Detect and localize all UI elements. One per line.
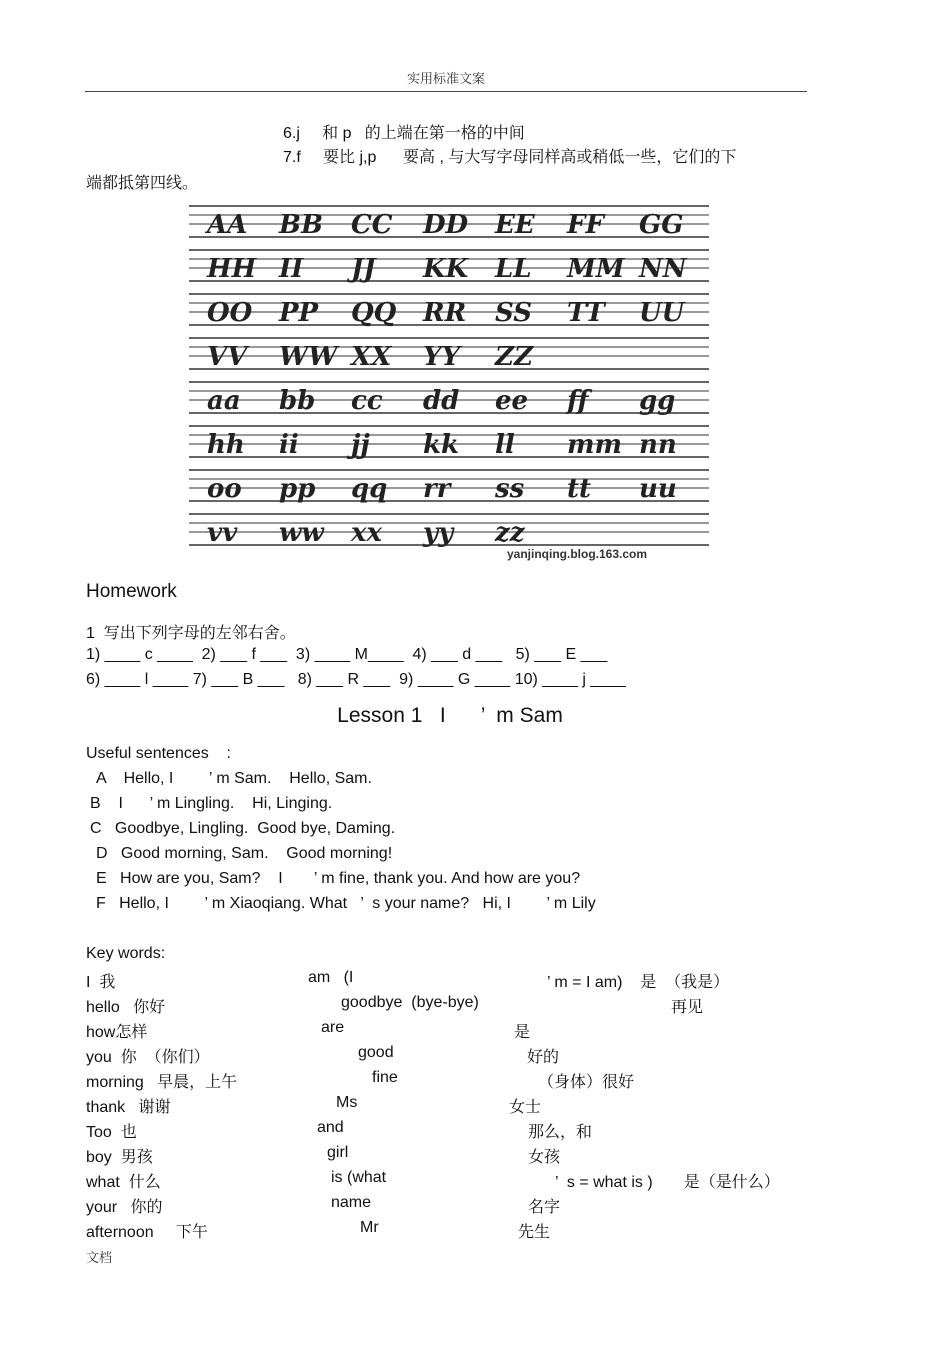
homework-question-1: 1 写出下列字母的左邻右舍。	[86, 625, 296, 642]
handwritten-letter: bb	[279, 386, 316, 416]
handwritten-letter: pp	[279, 474, 316, 504]
handwritten-letter: DD	[423, 210, 469, 240]
handwritten-letter: NN	[639, 254, 687, 284]
handwritten-letter: ii	[279, 430, 299, 460]
handwritten-letter: TT	[567, 298, 605, 328]
handwritten-letter: yy	[423, 518, 454, 548]
handwritten-letter: uu	[639, 474, 677, 504]
sentence-item: E How are you, Sam? I ’ m fine, thank you. And how are you?	[96, 870, 581, 887]
key-word-c1: thank 谢谢	[86, 1099, 171, 1116]
handwriting-svg	[185, 198, 713, 563]
handwritten-letter: OO	[207, 298, 253, 328]
key-word-c3: 好的	[527, 1049, 560, 1066]
key-word-c1: I 我	[86, 974, 116, 991]
page-footer: 文档	[86, 1250, 113, 1265]
handwritten-letter: gg	[639, 386, 676, 416]
key-word-c1: hello 你好	[86, 999, 166, 1016]
handwritten-letter: FF	[567, 210, 604, 240]
handwritten-letter: kk	[423, 430, 460, 460]
handwritten-letter: hh	[207, 430, 245, 460]
key-words-label: Key words:	[86, 945, 166, 962]
key-word-c1: your 你的	[86, 1199, 163, 1216]
handwritten-letter: EE	[495, 210, 535, 240]
handwritten-letter: GG	[639, 210, 684, 240]
key-word-c2: Mr	[360, 1219, 379, 1236]
key-word-c1: boy 男孩	[86, 1149, 153, 1166]
handwritten-letter: VV	[207, 342, 248, 372]
key-word-c3: 先生	[518, 1224, 551, 1241]
sentence-item: A Hello, I ’ m Sam. Hello, Sam.	[96, 770, 372, 787]
handwritten-letter: dd	[423, 386, 460, 416]
handwritten-letter: BB	[279, 210, 323, 240]
handwritten-letter: RR	[423, 298, 467, 328]
key-word-c2: fine	[372, 1069, 398, 1086]
sentence-item: C Goodbye, Lingling. Good bye, Daming.	[90, 820, 396, 837]
key-word-c2: goodbye (bye-bye)	[341, 994, 479, 1011]
key-word-c2: are	[321, 1019, 345, 1036]
handwritten-letter: QQ	[351, 298, 397, 328]
handwritten-letter: ZZ	[495, 342, 533, 372]
handwriting-image	[185, 198, 713, 563]
key-word-c2: and	[317, 1119, 344, 1136]
handwritten-letter: rr	[423, 474, 451, 504]
handwritten-letter: XX	[351, 342, 392, 372]
key-word-c1: what 什么	[86, 1174, 161, 1191]
key-word-c3: 女士	[509, 1099, 542, 1116]
key-word-c3: 是	[514, 1024, 531, 1041]
handwritten-letter: JJ	[351, 254, 376, 284]
handwritten-letter: mm	[567, 430, 623, 460]
key-word-c3: ’ s = what is ) 是（是什么）	[555, 1174, 780, 1191]
watermark: yanjinqing.blog.163.com	[507, 547, 648, 561]
sentence-item: B I ’ m Lingling. Hi, Linging.	[90, 795, 333, 812]
key-word-c1: morning 早晨，上午	[86, 1074, 238, 1091]
handwritten-letter: KK	[423, 254, 469, 284]
sentence-item: F Hello, I ’ m Xiaoqiang. What ’ s your name? Hi, I ’ m Lily	[96, 895, 596, 912]
homework-row-2: 6) ____ l ____ 7) ___ B ___ 8) ___ R ___ 9) ____ G ____ 10) ____ j ____	[86, 671, 626, 688]
handwritten-letter: MM	[567, 254, 625, 284]
handwritten-letter: oo	[207, 474, 242, 504]
handwritten-letter: HH	[207, 254, 257, 284]
handwritten-letter: YY	[423, 342, 461, 372]
key-word-c3: 那么，和	[528, 1124, 593, 1141]
key-word-c3: 女孩	[528, 1149, 561, 1166]
key-word-c1: you 你 （你们）	[86, 1049, 210, 1066]
handwritten-letter: tt	[567, 474, 592, 504]
header-divider	[85, 91, 807, 92]
handwritten-letter: SS	[495, 298, 532, 328]
key-word-c2: good	[358, 1044, 394, 1061]
key-word-c3: 再见	[671, 999, 704, 1016]
useful-sentences-label: Useful sentences :	[86, 745, 231, 762]
handwritten-letter: CC	[351, 210, 393, 240]
handwritten-letter: jj	[351, 430, 370, 460]
key-word-c2: girl	[327, 1144, 349, 1161]
key-word-c2: name	[331, 1194, 372, 1211]
note-line-7: 7.f 要比 j,p 要高 , 与大写字母同样高或稍低一些，它们的下	[283, 149, 737, 166]
key-word-c1: afternoon 下午	[86, 1224, 208, 1241]
handwritten-letter: LL	[495, 254, 532, 284]
handwritten-letter: xx	[351, 518, 383, 548]
handwritten-letter: AA	[207, 210, 248, 240]
handwritten-letter: ss	[495, 474, 525, 504]
handwritten-letter: qq	[351, 474, 388, 504]
handwritten-letter: UU	[639, 298, 685, 328]
handwritten-letter: ww	[279, 518, 324, 548]
handwritten-letter: zz	[495, 518, 525, 548]
sentence-item: D Good morning, Sam. Good morning!	[96, 845, 393, 862]
key-word-c2: Ms	[336, 1094, 358, 1111]
key-word-c3: 名字	[528, 1199, 561, 1216]
key-word-c3: ’ m = I am) 是 （我是）	[547, 974, 730, 991]
homework-title: Homework	[86, 581, 177, 602]
key-word-c2: is (what	[331, 1169, 387, 1186]
lesson-title: Lesson 1 I ’ m Sam	[337, 704, 563, 727]
handwritten-letter: ll	[495, 430, 515, 460]
handwritten-letter: cc	[351, 386, 383, 416]
page-header: 实用标准文案	[406, 71, 485, 86]
note-line-7-cont: 端都抵第四线。	[86, 175, 199, 192]
handwritten-letter: vv	[207, 518, 238, 548]
handwritten-letter: PP	[279, 298, 319, 328]
handwritten-letter: ff	[567, 386, 589, 416]
note-line-6: 6.j 和 p 的上端在第一格的中间	[283, 125, 525, 142]
key-word-c1: Too 也	[86, 1124, 137, 1141]
key-word-c1: how怎样	[86, 1024, 148, 1041]
handwritten-letter: aa	[207, 386, 241, 416]
handwritten-letter: ee	[495, 386, 529, 416]
key-word-c3: （身体）很好	[538, 1074, 635, 1091]
handwritten-letter: II	[279, 254, 304, 284]
handwritten-letter: nn	[639, 430, 677, 460]
handwritten-letter: WW	[279, 342, 338, 372]
key-word-c2: am (I	[308, 969, 354, 986]
homework-row-1: 1) ____ c ____ 2) ___ f ___ 3) ____ M____ 4) ___ d ___ 5) ___ E ___	[86, 646, 608, 663]
